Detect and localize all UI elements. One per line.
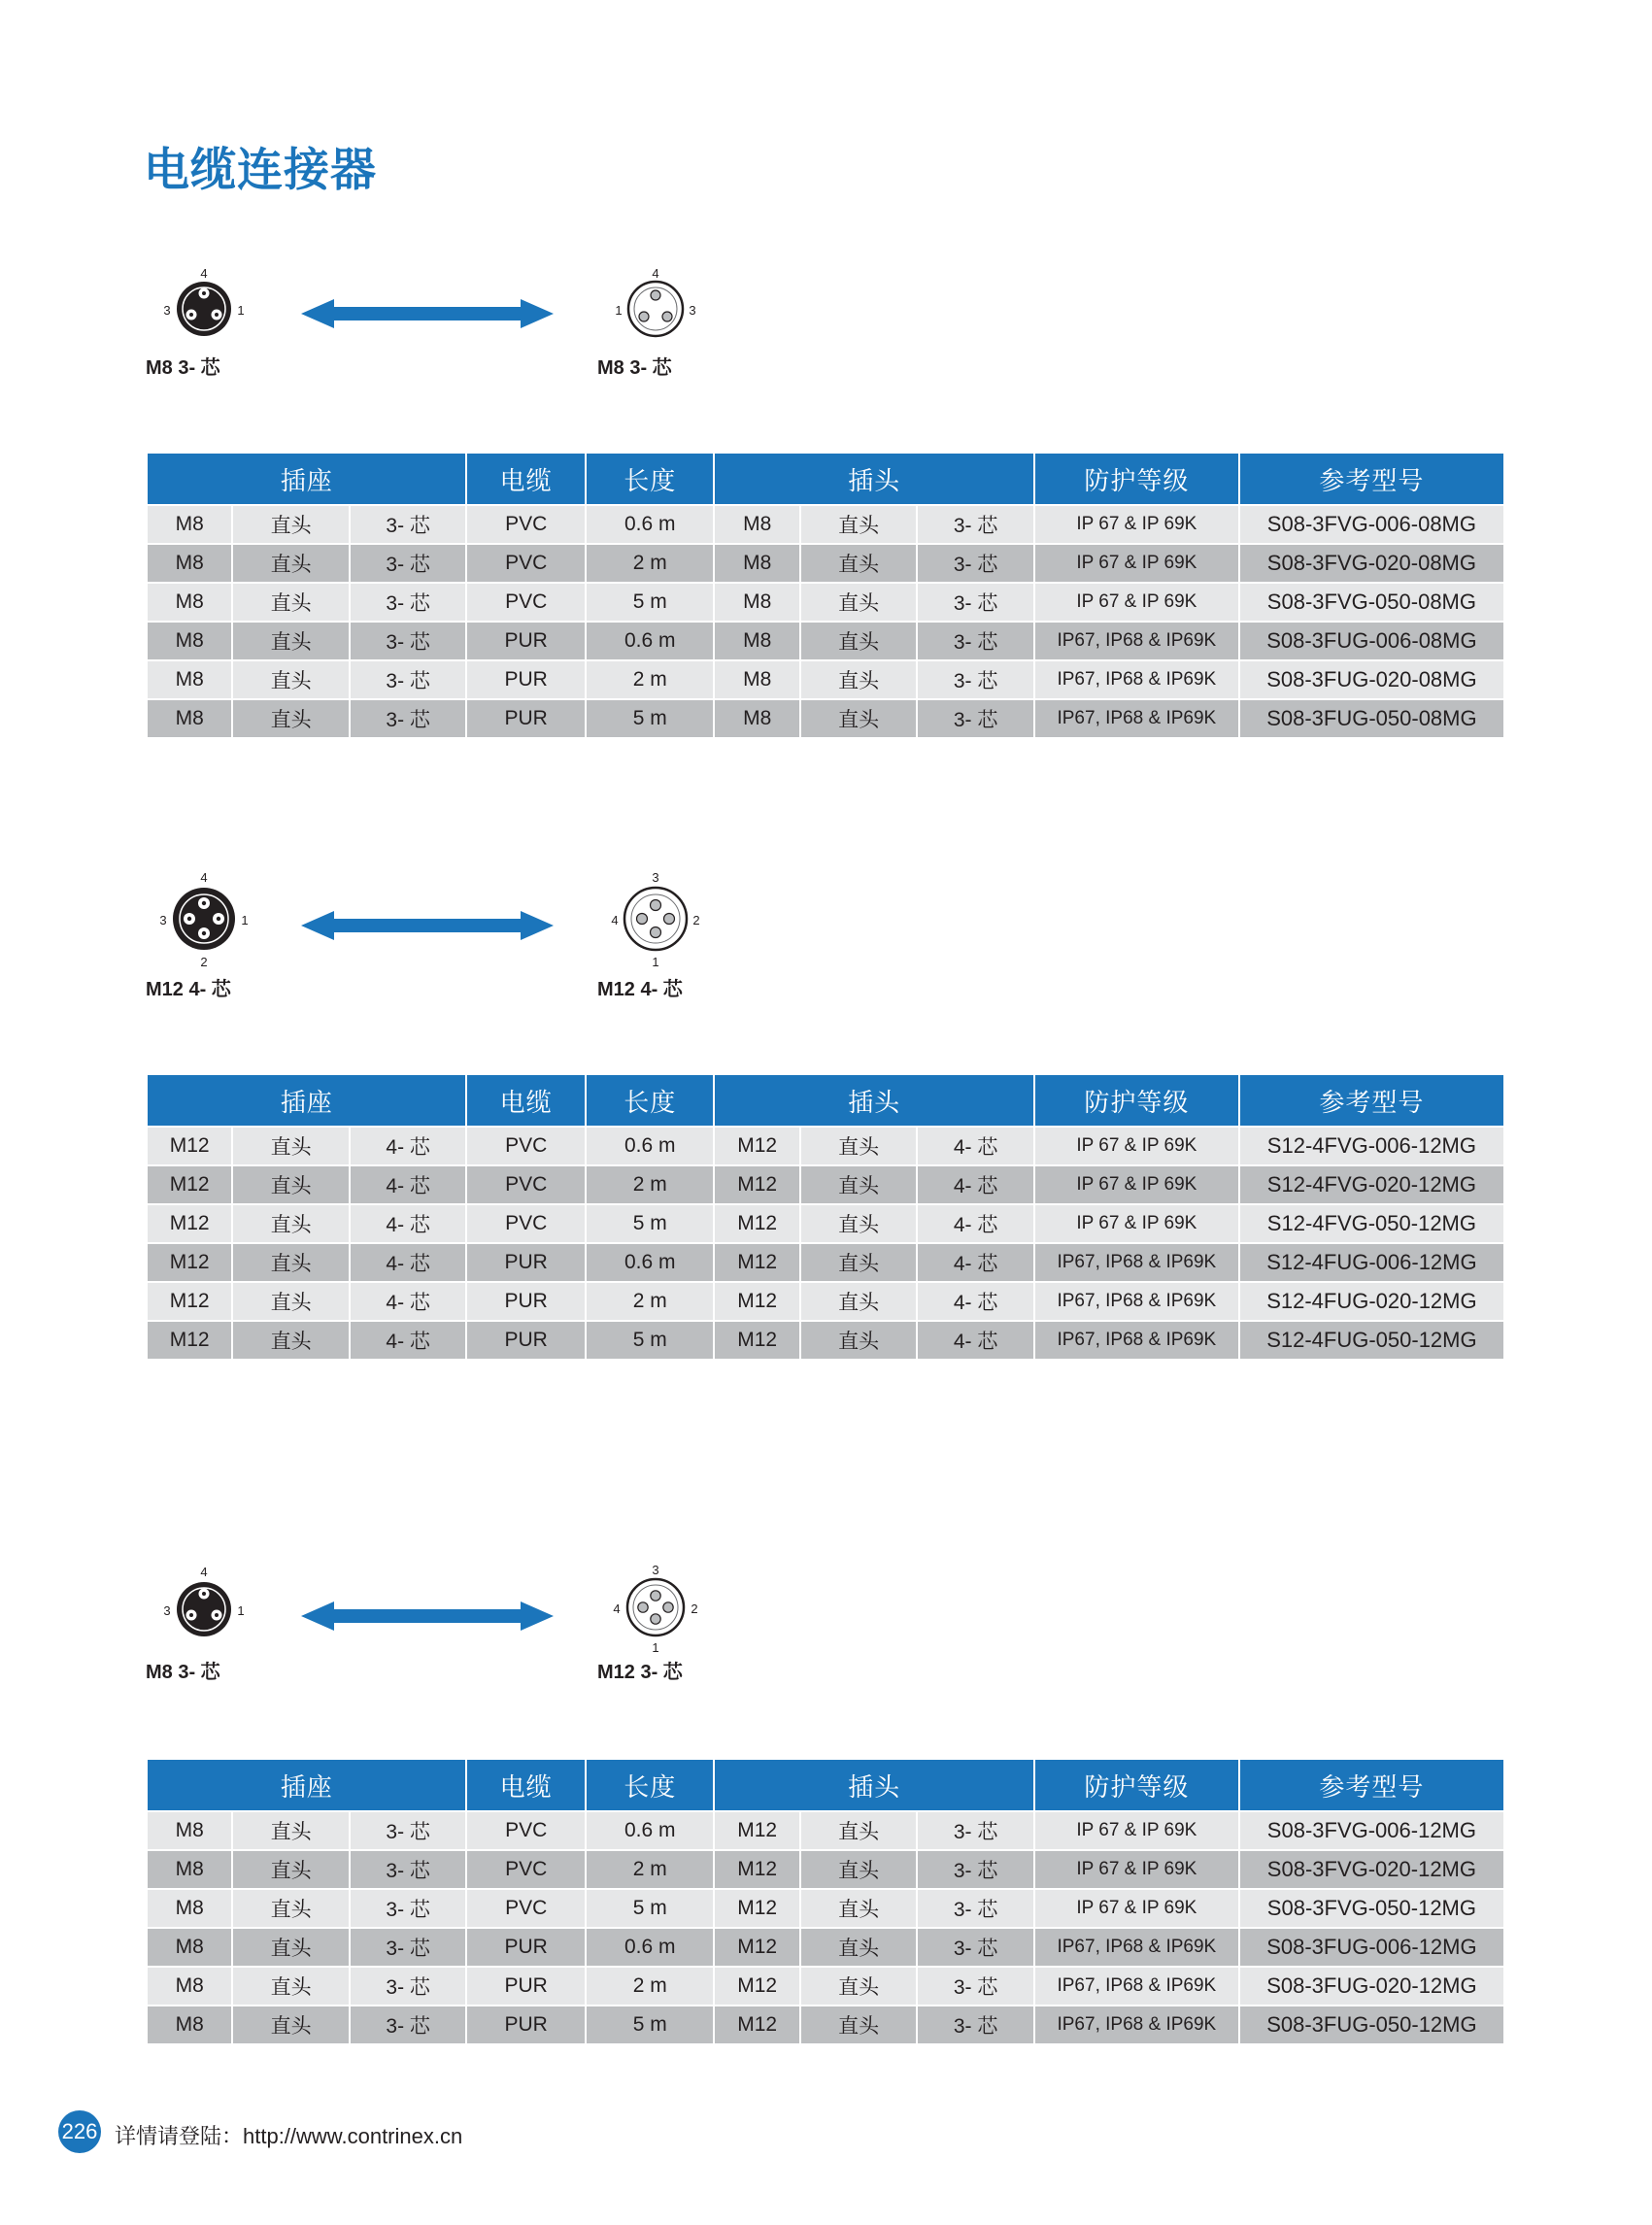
cell-protection: IP67, IP68 & IP69K bbox=[1035, 1283, 1238, 1320]
cell-plug-size: M8 bbox=[715, 700, 798, 737]
product-table-3 bbox=[146, 1758, 1505, 2045]
header-plug: 插头 bbox=[715, 1075, 1032, 1126]
cell-reference: S12-4FUG-006-12MG bbox=[1240, 1244, 1503, 1281]
cell-cable: PVC bbox=[467, 506, 585, 543]
connector-right-label: M12 3- 芯 bbox=[597, 1662, 683, 1683]
cell-plug-pins: 3- 芯 bbox=[918, 506, 1033, 543]
cell-protection: IP 67 & IP 69K bbox=[1035, 1128, 1238, 1164]
section-m8-m8 bbox=[0, 262, 1652, 731]
svg-text:1: 1 bbox=[237, 1603, 245, 1618]
connector-left-label: M12 4- 芯 bbox=[146, 979, 231, 1000]
m8-3pin-socket-icon bbox=[146, 262, 262, 350]
cell-socket-pins: 3- 芯 bbox=[351, 584, 466, 621]
cell-protection: IP 67 & IP 69K bbox=[1035, 1166, 1238, 1203]
cell-length: 0.6 m bbox=[587, 1929, 714, 1966]
cell-protection: IP67, IP68 & IP69K bbox=[1035, 1929, 1238, 1966]
cell-length: 0.6 m bbox=[587, 506, 714, 543]
header-length: 长度 bbox=[587, 1075, 714, 1126]
table-row bbox=[148, 506, 1503, 543]
cell-socket-form: 直头 bbox=[233, 1929, 349, 1966]
header-plug: 插头 bbox=[715, 1760, 1032, 1810]
cell-socket-pins: 4- 芯 bbox=[351, 1244, 466, 1281]
cell-length: 5 m bbox=[587, 584, 714, 621]
cell-socket-form: 直头 bbox=[233, 1322, 349, 1359]
cell-socket-form: 直头 bbox=[233, 584, 349, 621]
section-m12-m12 bbox=[0, 864, 1652, 1353]
cell-socket-form: 直头 bbox=[233, 545, 349, 582]
cell-plug-pins: 4- 芯 bbox=[918, 1128, 1033, 1164]
cell-plug-form: 直头 bbox=[801, 1283, 917, 1320]
table-row bbox=[148, 1890, 1503, 1927]
cell-length: 2 m bbox=[587, 1968, 714, 2005]
cell-socket-form: 直头 bbox=[233, 1812, 349, 1849]
cell-plug-size: M12 bbox=[715, 1890, 798, 1927]
cell-plug-form: 直头 bbox=[801, 545, 917, 582]
cell-reference: S08-3FVG-050-08MG bbox=[1240, 584, 1503, 621]
cell-plug-form: 直头 bbox=[801, 506, 917, 543]
cell-socket-pins: 3- 芯 bbox=[351, 1812, 466, 1849]
table-row bbox=[148, 1244, 1503, 1281]
table-row bbox=[148, 545, 1503, 582]
cell-socket-size: M8 bbox=[148, 1890, 231, 1927]
header-protection: 防护等级 bbox=[1035, 1075, 1238, 1126]
cell-cable: PUR bbox=[467, 1929, 585, 1966]
cell-reference: S12-4FVG-006-12MG bbox=[1240, 1128, 1503, 1164]
connector-diagram-row bbox=[0, 864, 1652, 1000]
table-row bbox=[148, 1812, 1503, 1849]
cell-reference: S08-3FUG-006-08MG bbox=[1240, 623, 1503, 659]
cell-socket-size: M12 bbox=[148, 1322, 231, 1359]
cell-socket-pins: 4- 芯 bbox=[351, 1166, 466, 1203]
cell-protection: IP 67 & IP 69K bbox=[1035, 1890, 1238, 1927]
cell-socket-form: 直头 bbox=[233, 700, 349, 737]
cell-length: 2 m bbox=[587, 545, 714, 582]
table-header-row bbox=[148, 454, 1503, 504]
cell-socket-pins: 3- 芯 bbox=[351, 623, 466, 659]
table-header-row bbox=[148, 1075, 1503, 1126]
cell-plug-pins: 3- 芯 bbox=[918, 545, 1033, 582]
cell-socket-pins: 3- 芯 bbox=[351, 700, 466, 737]
cell-socket-size: M8 bbox=[148, 661, 231, 698]
cell-plug-pins: 3- 芯 bbox=[918, 1968, 1033, 2005]
cell-socket-size: M12 bbox=[148, 1166, 231, 1203]
svg-text:1: 1 bbox=[615, 303, 623, 318]
cell-socket-form: 直头 bbox=[233, 1166, 349, 1203]
cell-plug-size: M12 bbox=[715, 2006, 798, 2043]
cell-cable: PVC bbox=[467, 1128, 585, 1164]
m12-3pin-plug-icon bbox=[597, 1559, 714, 1656]
cell-reference: S08-3FVG-020-08MG bbox=[1240, 545, 1503, 582]
cell-cable: PVC bbox=[467, 1205, 585, 1242]
cell-socket-pins: 3- 芯 bbox=[351, 661, 466, 698]
cell-plug-size: M12 bbox=[715, 1283, 798, 1320]
table-row bbox=[148, 1968, 1503, 2005]
cell-plug-form: 直头 bbox=[801, 1851, 917, 1888]
cell-socket-pins: 3- 芯 bbox=[351, 1851, 466, 1888]
cell-length: 2 m bbox=[587, 1166, 714, 1203]
header-plug: 插头 bbox=[715, 454, 1032, 504]
cell-plug-form: 直头 bbox=[801, 1128, 917, 1164]
header-socket: 插座 bbox=[148, 1760, 465, 1810]
cell-socket-size: M8 bbox=[148, 1968, 231, 2005]
double-arrow-icon bbox=[301, 1601, 554, 1631]
cell-cable: PUR bbox=[467, 2006, 585, 2043]
table-row bbox=[148, 2006, 1503, 2043]
header-cable: 电缆 bbox=[467, 1075, 585, 1126]
cell-cable: PVC bbox=[467, 1812, 585, 1849]
table-row bbox=[148, 1166, 1503, 1203]
cell-socket-size: M12 bbox=[148, 1283, 231, 1320]
header-protection: 防护等级 bbox=[1035, 454, 1238, 504]
cell-plug-pins: 3- 芯 bbox=[918, 1929, 1033, 1966]
cell-socket-pins: 3- 芯 bbox=[351, 545, 466, 582]
svg-text:3: 3 bbox=[163, 303, 171, 318]
svg-text:2: 2 bbox=[692, 913, 700, 927]
cell-socket-pins: 4- 芯 bbox=[351, 1322, 466, 1359]
page-number: 226 bbox=[58, 2110, 101, 2153]
cell-protection: IP 67 & IP 69K bbox=[1035, 1205, 1238, 1242]
cell-plug-form: 直头 bbox=[801, 1812, 917, 1849]
cell-socket-form: 直头 bbox=[233, 1205, 349, 1242]
cell-plug-pins: 4- 芯 bbox=[918, 1205, 1033, 1242]
cell-plug-size: M8 bbox=[715, 506, 798, 543]
table-row bbox=[148, 700, 1503, 737]
table-row bbox=[148, 1322, 1503, 1359]
cell-socket-pins: 4- 芯 bbox=[351, 1128, 466, 1164]
cell-socket-pins: 3- 芯 bbox=[351, 2006, 466, 2043]
cell-reference: S12-4FVG-050-12MG bbox=[1240, 1205, 1503, 1242]
cell-plug-size: M12 bbox=[715, 1812, 798, 1849]
cell-socket-form: 直头 bbox=[233, 1968, 349, 2005]
svg-text:4: 4 bbox=[611, 913, 619, 927]
table-row bbox=[148, 661, 1503, 698]
table-row bbox=[148, 1283, 1503, 1320]
svg-text:3: 3 bbox=[163, 1603, 171, 1618]
cell-length: 5 m bbox=[587, 1205, 714, 1242]
cell-plug-form: 直头 bbox=[801, 700, 917, 737]
cell-protection: IP67, IP68 & IP69K bbox=[1035, 1322, 1238, 1359]
cell-cable: PUR bbox=[467, 1244, 585, 1281]
product-table-2 bbox=[146, 1073, 1505, 1361]
page-title: 电缆连接器 bbox=[144, 144, 377, 195]
cell-cable: PUR bbox=[467, 1322, 585, 1359]
cell-socket-size: M12 bbox=[148, 1205, 231, 1242]
cell-cable: PUR bbox=[467, 1283, 585, 1320]
cell-cable: PVC bbox=[467, 1890, 585, 1927]
footer-website-text[interactable]: 详情请登陆：http://www.contrinex.cn bbox=[115, 2124, 463, 2148]
cell-plug-size: M8 bbox=[715, 661, 798, 698]
cell-plug-size: M8 bbox=[715, 545, 798, 582]
svg-text:2: 2 bbox=[691, 1601, 698, 1616]
cell-plug-pins: 3- 芯 bbox=[918, 584, 1033, 621]
cell-socket-form: 直头 bbox=[233, 623, 349, 659]
header-reference: 参考型号 bbox=[1240, 1760, 1503, 1810]
cell-socket-size: M8 bbox=[148, 1851, 231, 1888]
cell-protection: IP 67 & IP 69K bbox=[1035, 1812, 1238, 1849]
cell-cable: PUR bbox=[467, 623, 585, 659]
cell-cable: PVC bbox=[467, 584, 585, 621]
cell-reference: S12-4FUG-050-12MG bbox=[1240, 1322, 1503, 1359]
cell-plug-pins: 3- 芯 bbox=[918, 700, 1033, 737]
cell-socket-form: 直头 bbox=[233, 1244, 349, 1281]
section-m8-m12 bbox=[0, 1559, 1652, 2038]
cell-socket-size: M8 bbox=[148, 506, 231, 543]
connector-left-label: M8 3- 芯 bbox=[146, 1662, 220, 1683]
cell-protection: IP67, IP68 & IP69K bbox=[1035, 700, 1238, 737]
table-row bbox=[148, 1929, 1503, 1966]
product-table-1 bbox=[146, 452, 1505, 739]
cell-plug-size: M12 bbox=[715, 1929, 798, 1966]
cell-length: 0.6 m bbox=[587, 1244, 714, 1281]
cell-plug-pins: 3- 芯 bbox=[918, 1890, 1033, 1927]
cell-plug-form: 直头 bbox=[801, 2006, 917, 2043]
cell-cable: PUR bbox=[467, 700, 585, 737]
cell-plug-pins: 4- 芯 bbox=[918, 1322, 1033, 1359]
m8-3pin-socket-icon bbox=[146, 1559, 262, 1656]
table-row bbox=[148, 1128, 1503, 1164]
cell-cable: PVC bbox=[467, 545, 585, 582]
connector-right bbox=[597, 1559, 714, 1683]
cell-length: 5 m bbox=[587, 1322, 714, 1359]
connector-left bbox=[146, 262, 262, 379]
cell-cable: PVC bbox=[467, 1166, 585, 1203]
cell-socket-size: M8 bbox=[148, 2006, 231, 2043]
cell-plug-form: 直头 bbox=[801, 1890, 917, 1927]
cell-plug-pins: 3- 芯 bbox=[918, 623, 1033, 659]
cell-plug-size: M8 bbox=[715, 584, 798, 621]
cell-socket-form: 直头 bbox=[233, 2006, 349, 2043]
header-socket: 插座 bbox=[148, 1075, 465, 1126]
svg-text:4: 4 bbox=[200, 1565, 208, 1579]
cell-plug-form: 直头 bbox=[801, 623, 917, 659]
svg-text:1: 1 bbox=[241, 913, 249, 927]
svg-text:4: 4 bbox=[613, 1601, 621, 1616]
cell-protection: IP 67 & IP 69K bbox=[1035, 506, 1238, 543]
connector-right-label: M12 4- 芯 bbox=[597, 979, 683, 1000]
svg-text:4: 4 bbox=[200, 266, 208, 281]
header-cable: 电缆 bbox=[467, 1760, 585, 1810]
cell-protection: IP67, IP68 & IP69K bbox=[1035, 661, 1238, 698]
cell-reference: S08-3FUG-050-12MG bbox=[1240, 2006, 1503, 2043]
cell-plug-size: M12 bbox=[715, 1851, 798, 1888]
svg-text:3: 3 bbox=[652, 1563, 659, 1577]
cell-plug-pins: 3- 芯 bbox=[918, 1812, 1033, 1849]
connector-diagram-row bbox=[0, 262, 1652, 388]
cell-plug-pins: 4- 芯 bbox=[918, 1244, 1033, 1281]
header-socket: 插座 bbox=[148, 454, 465, 504]
cell-reference: S08-3FUG-020-12MG bbox=[1240, 1968, 1503, 2005]
svg-text:1: 1 bbox=[652, 1640, 659, 1655]
cell-socket-pins: 3- 芯 bbox=[351, 1929, 466, 1966]
cell-socket-pins: 3- 芯 bbox=[351, 506, 466, 543]
cell-socket-size: M12 bbox=[148, 1244, 231, 1281]
cell-socket-size: M8 bbox=[148, 1929, 231, 1966]
cell-length: 5 m bbox=[587, 700, 714, 737]
cell-plug-form: 直头 bbox=[801, 1322, 917, 1359]
svg-text:4: 4 bbox=[200, 870, 208, 885]
cell-reference: S12-4FUG-020-12MG bbox=[1240, 1283, 1503, 1320]
cell-reference: S08-3FVG-020-12MG bbox=[1240, 1851, 1503, 1888]
header-protection: 防护等级 bbox=[1035, 1760, 1238, 1810]
cell-plug-pins: 3- 芯 bbox=[918, 1851, 1033, 1888]
cell-socket-form: 直头 bbox=[233, 1283, 349, 1320]
svg-text:3: 3 bbox=[159, 913, 167, 927]
cell-plug-form: 直头 bbox=[801, 1929, 917, 1966]
cell-socket-form: 直头 bbox=[233, 1128, 349, 1164]
cell-plug-form: 直头 bbox=[801, 1968, 917, 2005]
svg-text:1: 1 bbox=[237, 303, 245, 318]
cell-socket-pins: 4- 芯 bbox=[351, 1205, 466, 1242]
cell-cable: PUR bbox=[467, 661, 585, 698]
cell-plug-size: M12 bbox=[715, 1322, 798, 1359]
svg-text:1: 1 bbox=[652, 955, 659, 969]
cell-length: 2 m bbox=[587, 661, 714, 698]
cell-socket-size: M8 bbox=[148, 584, 231, 621]
cell-socket-form: 直头 bbox=[233, 661, 349, 698]
cell-socket-pins: 3- 芯 bbox=[351, 1890, 466, 1927]
table-row bbox=[148, 623, 1503, 659]
connector-left bbox=[146, 1559, 262, 1683]
cell-length: 2 m bbox=[587, 1283, 714, 1320]
svg-text:3: 3 bbox=[689, 303, 696, 318]
connector-left-label: M8 3- 芯 bbox=[146, 357, 220, 379]
cell-protection: IP67, IP68 & IP69K bbox=[1035, 2006, 1238, 2043]
cell-socket-form: 直头 bbox=[233, 506, 349, 543]
cell-reference: S08-3FUG-020-08MG bbox=[1240, 661, 1503, 698]
double-arrow-icon bbox=[301, 299, 554, 328]
cell-plug-pins: 3- 芯 bbox=[918, 2006, 1033, 2043]
cell-length: 0.6 m bbox=[587, 1128, 714, 1164]
cell-reference: S08-3FUG-006-12MG bbox=[1240, 1929, 1503, 1966]
cell-reference: S08-3FVG-050-12MG bbox=[1240, 1890, 1503, 1927]
connector-right bbox=[597, 864, 714, 1000]
connector-diagram-row bbox=[0, 1559, 1652, 1685]
header-length: 长度 bbox=[587, 454, 714, 504]
cell-plug-form: 直头 bbox=[801, 1244, 917, 1281]
table-row bbox=[148, 584, 1503, 621]
table-row bbox=[148, 1205, 1503, 1242]
cell-protection: IP67, IP68 & IP69K bbox=[1035, 1244, 1238, 1281]
cell-protection: IP67, IP68 & IP69K bbox=[1035, 623, 1238, 659]
cell-plug-size: M8 bbox=[715, 623, 798, 659]
header-reference: 参考型号 bbox=[1240, 454, 1503, 504]
cell-plug-size: M12 bbox=[715, 1166, 798, 1203]
connector-left bbox=[146, 864, 262, 1000]
cell-plug-pins: 3- 芯 bbox=[918, 661, 1033, 698]
double-arrow-icon bbox=[301, 911, 554, 940]
cell-socket-size: M8 bbox=[148, 700, 231, 737]
cell-reference: S08-3FUG-050-08MG bbox=[1240, 700, 1503, 737]
cell-plug-form: 直头 bbox=[801, 584, 917, 621]
cell-plug-form: 直头 bbox=[801, 661, 917, 698]
header-cable: 电缆 bbox=[467, 454, 585, 504]
cell-reference: S08-3FVG-006-12MG bbox=[1240, 1812, 1503, 1849]
cell-socket-size: M8 bbox=[148, 1812, 231, 1849]
cell-socket-form: 直头 bbox=[233, 1851, 349, 1888]
cell-socket-form: 直头 bbox=[233, 1890, 349, 1927]
cell-length: 0.6 m bbox=[587, 1812, 714, 1849]
cell-length: 2 m bbox=[587, 1851, 714, 1888]
table-header-row bbox=[148, 1760, 1503, 1810]
table-row bbox=[148, 1851, 1503, 1888]
cell-cable: PUR bbox=[467, 1968, 585, 2005]
cell-plug-size: M12 bbox=[715, 1244, 798, 1281]
cell-protection: IP 67 & IP 69K bbox=[1035, 584, 1238, 621]
header-reference: 参考型号 bbox=[1240, 1075, 1503, 1126]
cell-socket-pins: 3- 芯 bbox=[351, 1968, 466, 2005]
cell-protection: IP 67 & IP 69K bbox=[1035, 545, 1238, 582]
svg-text:3: 3 bbox=[652, 870, 659, 885]
cell-plug-form: 直头 bbox=[801, 1205, 917, 1242]
cell-reference: S12-4FVG-020-12MG bbox=[1240, 1166, 1503, 1203]
svg-text:4: 4 bbox=[652, 266, 659, 281]
cell-socket-size: M8 bbox=[148, 623, 231, 659]
connector-right-label: M8 3- 芯 bbox=[597, 357, 672, 379]
cell-plug-size: M12 bbox=[715, 1968, 798, 2005]
cell-protection: IP 67 & IP 69K bbox=[1035, 1851, 1238, 1888]
connector-right bbox=[597, 262, 714, 379]
m12-4pin-plug-icon bbox=[597, 864, 714, 971]
cell-plug-form: 直头 bbox=[801, 1166, 917, 1203]
header-length: 长度 bbox=[587, 1760, 714, 1810]
cell-socket-size: M8 bbox=[148, 545, 231, 582]
cell-length: 5 m bbox=[587, 2006, 714, 2043]
m12-4pin-socket-icon bbox=[146, 864, 262, 971]
cell-reference: S08-3FVG-006-08MG bbox=[1240, 506, 1503, 543]
cell-socket-pins: 4- 芯 bbox=[351, 1283, 466, 1320]
cell-length: 0.6 m bbox=[587, 623, 714, 659]
m8-3pin-plug-icon bbox=[597, 262, 714, 350]
cell-plug-pins: 4- 芯 bbox=[918, 1283, 1033, 1320]
svg-text:2: 2 bbox=[200, 955, 208, 969]
cell-protection: IP67, IP68 & IP69K bbox=[1035, 1968, 1238, 2005]
cell-plug-pins: 4- 芯 bbox=[918, 1166, 1033, 1203]
cell-socket-size: M12 bbox=[148, 1128, 231, 1164]
cell-plug-size: M12 bbox=[715, 1205, 798, 1242]
cell-length: 5 m bbox=[587, 1890, 714, 1927]
cell-plug-size: M12 bbox=[715, 1128, 798, 1164]
cell-cable: PVC bbox=[467, 1851, 585, 1888]
